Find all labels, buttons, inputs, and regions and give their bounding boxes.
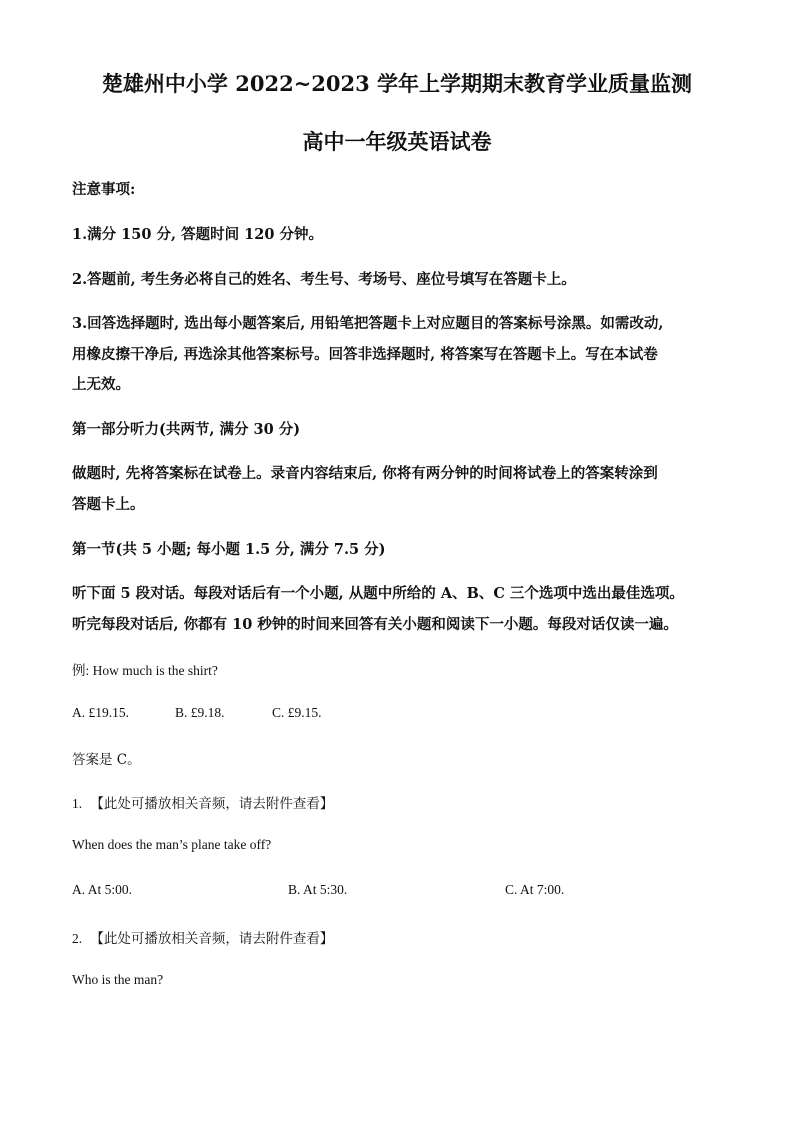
question-1-header <box>72 792 333 812</box>
question-1-option-b: B. At 5:30. <box>288 882 348 897</box>
section1-heading: 第一节(共 5 小题; 每小题 1.5 分, 满分 7.5 分) <box>72 541 386 558</box>
question-2-audio-note: 【此处可播放相关音频，请去附件查看】 <box>90 931 334 947</box>
question-2-text: Who is the man? <box>72 972 164 987</box>
question-1-audio-note: 【此处可播放相关音频，请去附件查看】 <box>90 796 334 812</box>
question-1-text: When does the man’s plane take off? <box>72 837 272 852</box>
part1-heading: 第一部分听力(共两节, 满分 30 分) <box>72 421 301 438</box>
notice-item-3-line-1: 3.回答选择题时, 选出每小题答案后, 用铅笔把答题卡上对应题目的答案标号涂黑。如需改动, <box>72 315 664 332</box>
section1-intro-line-1: 听下面 5 段对话。每段对话后有一个小题, 从题中所给的 A、B、C 三个选项中选出最佳选项。 <box>72 585 684 602</box>
section1-intro-line-2: 听完每段对话后, 你都有 10 秒钟的时间来回答有关小题和阅读下一小题。每段对话仅读一遍。 <box>72 616 678 633</box>
example-option-c: C. £9.15. <box>272 705 322 720</box>
example-option-a: A. £19.15. <box>72 705 129 720</box>
notice-item-2: 2.答题前, 考生务必将自己的姓名、考生号、考场号、座位号填写在答题卡上。 <box>72 271 576 288</box>
exam-subtitle: 高中一年级英语试卷 <box>302 129 492 154</box>
notice-item-3-line-3: 上无效。 <box>72 376 130 393</box>
notice-item-3-line-2: 用橡皮擦干净后, 再选涂其他答案标号。回答非选择题时, 将答案写在答题卡上。写在本试卷 <box>72 346 658 363</box>
question-1-option-a: A. At 5:00. <box>72 882 133 897</box>
part1-intro-line-2: 答题卡上。 <box>72 496 145 513</box>
example-option-b: B. £9.18. <box>175 705 225 720</box>
part1-intro-line-1: 做题时, 先将答案标在试卷上。录音内容结束后, 你将有两分钟的时间将试卷上的答案转涂到 <box>72 465 658 482</box>
question-1-option-c: C. At 7:00. <box>505 882 565 897</box>
question-2-header <box>72 927 333 947</box>
exam-title: 楚雄州中小学 2022~2023 学年上学期期末教育学业质量监测 <box>101 71 693 96</box>
example-answer: 答案是 C。 <box>72 752 141 768</box>
notice-heading: 注意事项: <box>72 181 136 198</box>
example-question: 例: How much is the shirt? <box>72 663 218 678</box>
notice-item-1: 1.满分 150 分, 答题时间 120 分钟。 <box>72 226 323 243</box>
question-2-number: 2. <box>72 931 83 946</box>
question-1-number: 1. <box>72 796 83 811</box>
